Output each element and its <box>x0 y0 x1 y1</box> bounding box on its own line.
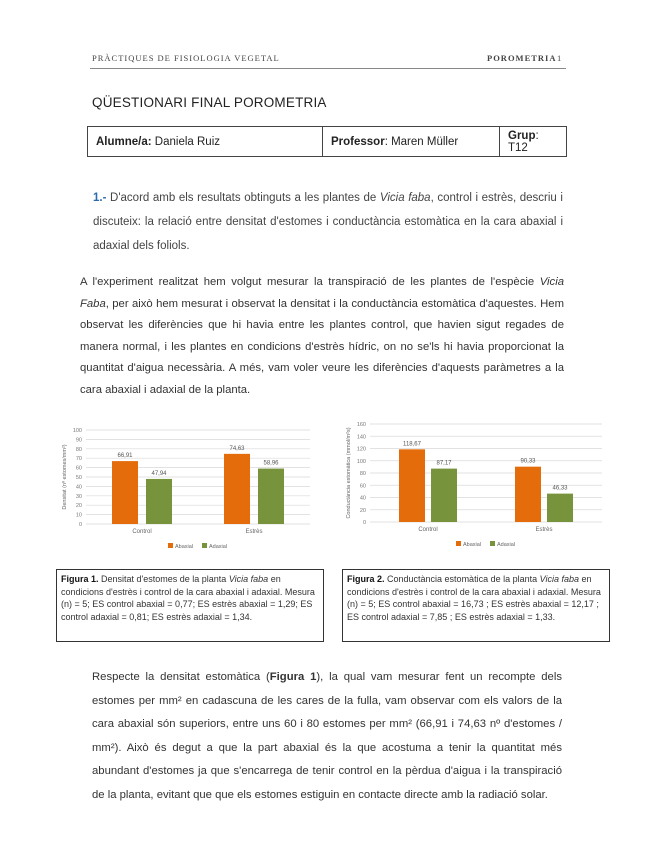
y-tick-label: 140 <box>356 434 366 441</box>
header-divider <box>90 68 566 69</box>
bar-adaxial-estres <box>258 469 284 524</box>
legend-swatch <box>456 541 461 546</box>
bar-adaxial-control <box>146 479 172 524</box>
group-cell: Grup: T12 <box>500 127 567 157</box>
figure-2-caption: Figura 2. Conductància estomàtica de la planta Vicia faba en condicions d'estrès i control de la cara abaxial i adaxial. Mesura (n) = 5; ES control abaxial = 16,73 ; ES estrès abaxial = 12,17 ; ES control adaxial = 7,85 ; ES estrès adaxial = 1,33. <box>342 569 610 642</box>
y-tick-label: 20 <box>359 507 366 514</box>
y-tick-label: 40 <box>75 484 82 491</box>
legend-swatch <box>168 543 173 548</box>
bar-adaxial-control <box>431 469 457 522</box>
y-tick-label: 0 <box>78 522 82 528</box>
y-axis-title: Densitat (nº estomes/mm²) <box>62 444 68 510</box>
figure-1-reference: Figura 1 <box>269 671 317 683</box>
student-name: Daniela Ruiz <box>154 135 220 148</box>
professor-name: : Maren Müller <box>384 135 459 148</box>
bar-abaxial-estres <box>224 454 250 524</box>
density-chart <box>60 422 324 558</box>
y-tick-label: 50 <box>75 475 82 481</box>
intro-paragraph: A l'experiment realitzat hem volgut mesurar la transpiració de les plantes de l'espècie Vicia Faba, per això hem mesurat i observat la densitat i la conductància estomàtica d'aquestes. Hem observat les diferències que hi havia entre les plantes control, que havien sigut regades de manera normal, i les plantes en condicions d'estrès hídric, on no se'ls hi havia proporcionat la quantitat d'aigua necessària. A més, vam voler veure les diferències d'aquests paràmetres a la cara abaxial i adaxial de la planta. <box>80 276 564 396</box>
bar-abaxial-estres <box>515 467 541 522</box>
y-tick-label: 20 <box>75 503 82 510</box>
x-tick-label: Control <box>132 529 152 535</box>
y-tick-label: 100 <box>72 428 82 434</box>
data-label: 46,33 <box>552 485 568 492</box>
y-tick-label: 40 <box>359 495 366 502</box>
x-tick-label: Estrès <box>245 529 263 535</box>
y-tick-label: 80 <box>359 471 366 477</box>
professor-cell: Professor: Maren Müller <box>323 127 500 157</box>
y-tick-label: 80 <box>75 446 82 453</box>
x-tick-label: Estrès <box>535 527 553 533</box>
legend-swatch <box>202 543 207 548</box>
bar-abaxial-control <box>112 461 138 524</box>
figure-1-caption: Figura 1. Densitat d'estomes de la planta Vicia faba en condicions d'estrès i control de la cara abaxial i adaxial. Mesura (n) = 5; ES control abaxial = 0,77; ES estrès abaxial = 1,29; ES control adaxial = 0,81; ES estrès adaxial = 1,34. <box>56 569 324 642</box>
page-title: QÜESTIONARI FINAL POROMETRIA <box>92 95 327 110</box>
y-axis-title: Conductància estomàtica (mmol/m²s) <box>346 427 352 519</box>
y-tick-label: 90 <box>75 437 82 444</box>
y-tick-label: 100 <box>356 458 366 465</box>
running-header-topic: POROMETRIA <box>487 53 557 63</box>
y-tick-label: 10 <box>75 512 82 519</box>
y-tick-label: 120 <box>356 446 366 453</box>
y-tick-label: 160 <box>356 422 366 428</box>
bar-abaxial-control <box>399 449 425 522</box>
running-header-course: PRÀCTIQUES DE FISIOLOGIA VEGETAL <box>92 53 280 63</box>
data-label: 90,33 <box>520 458 536 465</box>
conductance-chart <box>340 418 614 558</box>
y-tick-label: 60 <box>75 465 82 472</box>
question-number: 1.- <box>93 192 107 204</box>
y-tick-label: 60 <box>359 483 366 490</box>
data-label: 74,63 <box>229 445 245 452</box>
question-1: 1.- D'acord amb els resultats obtinguts a les plantes de Vicia faba, control i estrès, descriu i discuteix: la relació entre densitat d'estomes i conductància estomàtica en la cara abaxial i adaxial dels foliols. <box>93 192 563 252</box>
legend-label: Adaxial <box>209 544 228 550</box>
data-label: 118,67 <box>403 441 421 448</box>
data-label: 58,96 <box>263 460 279 467</box>
density-paragraph: Respecte la densitat estomàtica (Figura 1), la qual vam mesurar fent un recompte dels estomes per mm² en cadascuna de les cares de la fulla, vam observar com els valors de la cara abaxial són superiors, entre uns 60 i 80 estomes per mm² (66,91 i 74,63 nº d'estomes / mm²). Això és degut a que la part abaxial és la que acostuma a tenir la quantitat més abundant d'estomes ja que s'encarrega de tenir control en la pèrdua d'aigua i la transpiració de la planta, evitant que que els estomes estiguin en contacte directe amb la radiació solar. <box>92 671 562 801</box>
page-number: 1 <box>557 53 563 63</box>
legend-label: Abaxial <box>175 544 194 550</box>
data-label: 87,17 <box>436 460 452 467</box>
student-cell: Alumne/a: Daniela Ruiz <box>88 127 323 157</box>
bar-adaxial-estres <box>547 494 573 522</box>
x-tick-label: Control <box>418 527 438 533</box>
legend-label: Adaxial <box>497 542 516 548</box>
info-table <box>87 126 567 157</box>
y-tick-label: 30 <box>75 493 82 500</box>
data-label: 66,91 <box>117 453 133 460</box>
data-label: 47,94 <box>151 470 167 477</box>
legend-swatch <box>490 541 495 546</box>
y-tick-label: 70 <box>75 456 82 463</box>
group-value: : T12 <box>508 129 539 154</box>
legend-label: Abaxial <box>463 542 482 548</box>
y-tick-label: 0 <box>362 520 366 526</box>
